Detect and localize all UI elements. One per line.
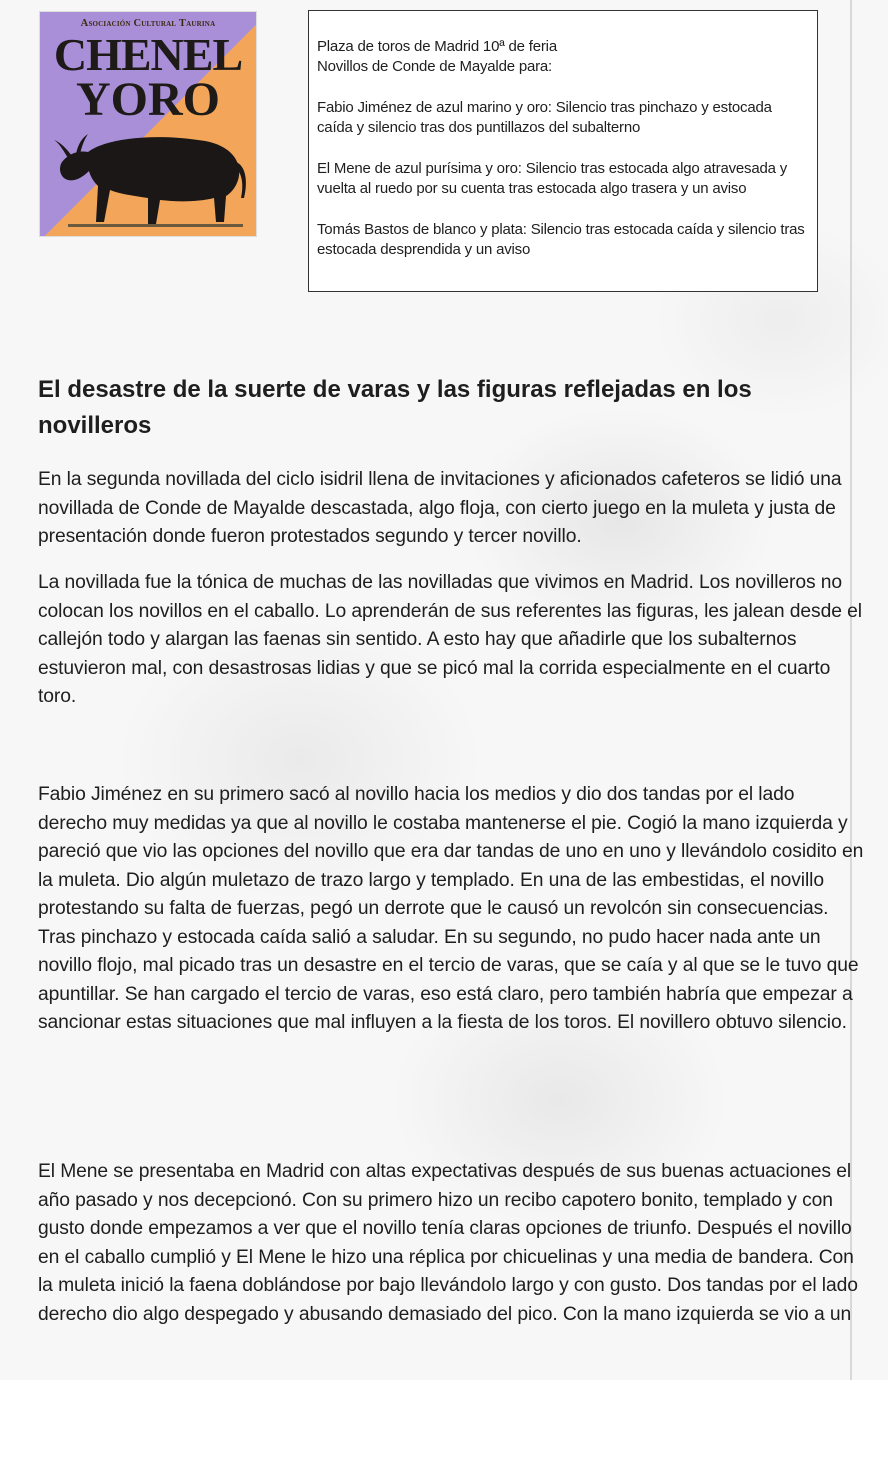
bullfight-results-box xyxy=(308,10,818,292)
result-fabio-jimenez: Fabio Jiménez de azul marino y oro: Silencio tras pinchazo y estocada caída y silencio tras dos puntillazos del subalterno xyxy=(317,99,772,136)
result-el-mene: El Mene de azul purísima y oro: Silencio tras estocada algo atravesada y vuelta al ruedo por su cuenta tras estocada algo trasera y un aviso xyxy=(317,160,788,197)
article-paragraph: La novillada fue la tónica de muchas de las novilladas que vivimos en Madrid. Los novilleros no colocan los novillos en el caballo. Lo aprenderán de sus referentes las figuras, les jalean desde el callejón todo y alargan las faenas sin sentido. A esto hay que añadirle que los subalternos estuvieron mal, con desastrosas lidias y que se picó mal la corrida especialmente en el cuarto toro. xyxy=(38,572,862,707)
event-bulls-line: Novillos de Conde de Mayalde para: xyxy=(317,58,553,75)
logo-title-line2: YORO xyxy=(76,73,220,126)
article-paragraph: El Mene se presentaba en Madrid con altas expectativas después de sus buenas actuaciones el año pasado y nos decepcionó. Con su primero hizo un recibo capotero bonito, templado y con gusto donde empezamos a ver que el novillo tenía claras opciones de triunfo. Después el novillo en el caballo cumplió y El Mene le hizo una réplica por chicuelinas y una media de bandera. Con la muleta inició la faena doblándose por bajo llevándolo largo y con gusto. Dos tandas por el lado derecho dio algo despegado y abusando demasiado del pico. Con la mano izquierda se vio a un xyxy=(38,1161,858,1325)
result-tomas-bastos: Tomás Bastos de blanco y plata: Silencio tras estocada caída y silencio tras estocada desprendida y un aviso xyxy=(317,221,805,258)
event-header xyxy=(317,37,805,77)
event-venue-line: Plaza de toros de Madrid 10ª de feria xyxy=(317,38,557,55)
article-paragraph: En la segunda novillada del ciclo isidril llena de invitaciones y aficionados cafeteros se lidió una novillada de Conde de Mayalde descastada, algo floja, con cierto juego en la muleta y justa de presentación donde fueron protestados segundo y tercer novillo. xyxy=(38,469,842,547)
chenel-y-oro-logo xyxy=(40,12,256,236)
logo-subtitle: Asociación Cultural Taurina xyxy=(80,18,216,29)
logo-title-line1: CHENEL xyxy=(53,29,243,80)
article-paragraph: Fabio Jiménez en su primero sacó al novillo hacia los medios y dio dos tandas por el lado derecho muy medidas ya que al novillo le costaba mantenerse el pie. Cogió la mano izquierda y pareció que vio las opciones del novillo que era dar tandas de uno en uno y llevándolo cosidito en la muleta. Dio algún muletazo de trazo largo y templado. En una de las embestidas, el novillo protestando su falta de fuerzas, pegó un derrote que le causó un revolcón sin consecuencias. Tras pinchazo y estocada caída salió a saludar. En su segundo, no pudo hacer nada ante un novillo flojo, mal picado tras un desastre en el tercio de varas, que se caía y al que se le tuvo que apuntillar. Se han cargado el tercio de varas, eso está claro, pero también habría que empezar a sancionar estas situaciones que mal influyen a la fiesta de los toros. El novillero obtuvo silencio. xyxy=(38,784,864,1033)
bull-icon xyxy=(48,112,253,232)
article-title: El desastre de la suerte de varas y las figuras reflejadas en los novilleros xyxy=(38,376,752,439)
